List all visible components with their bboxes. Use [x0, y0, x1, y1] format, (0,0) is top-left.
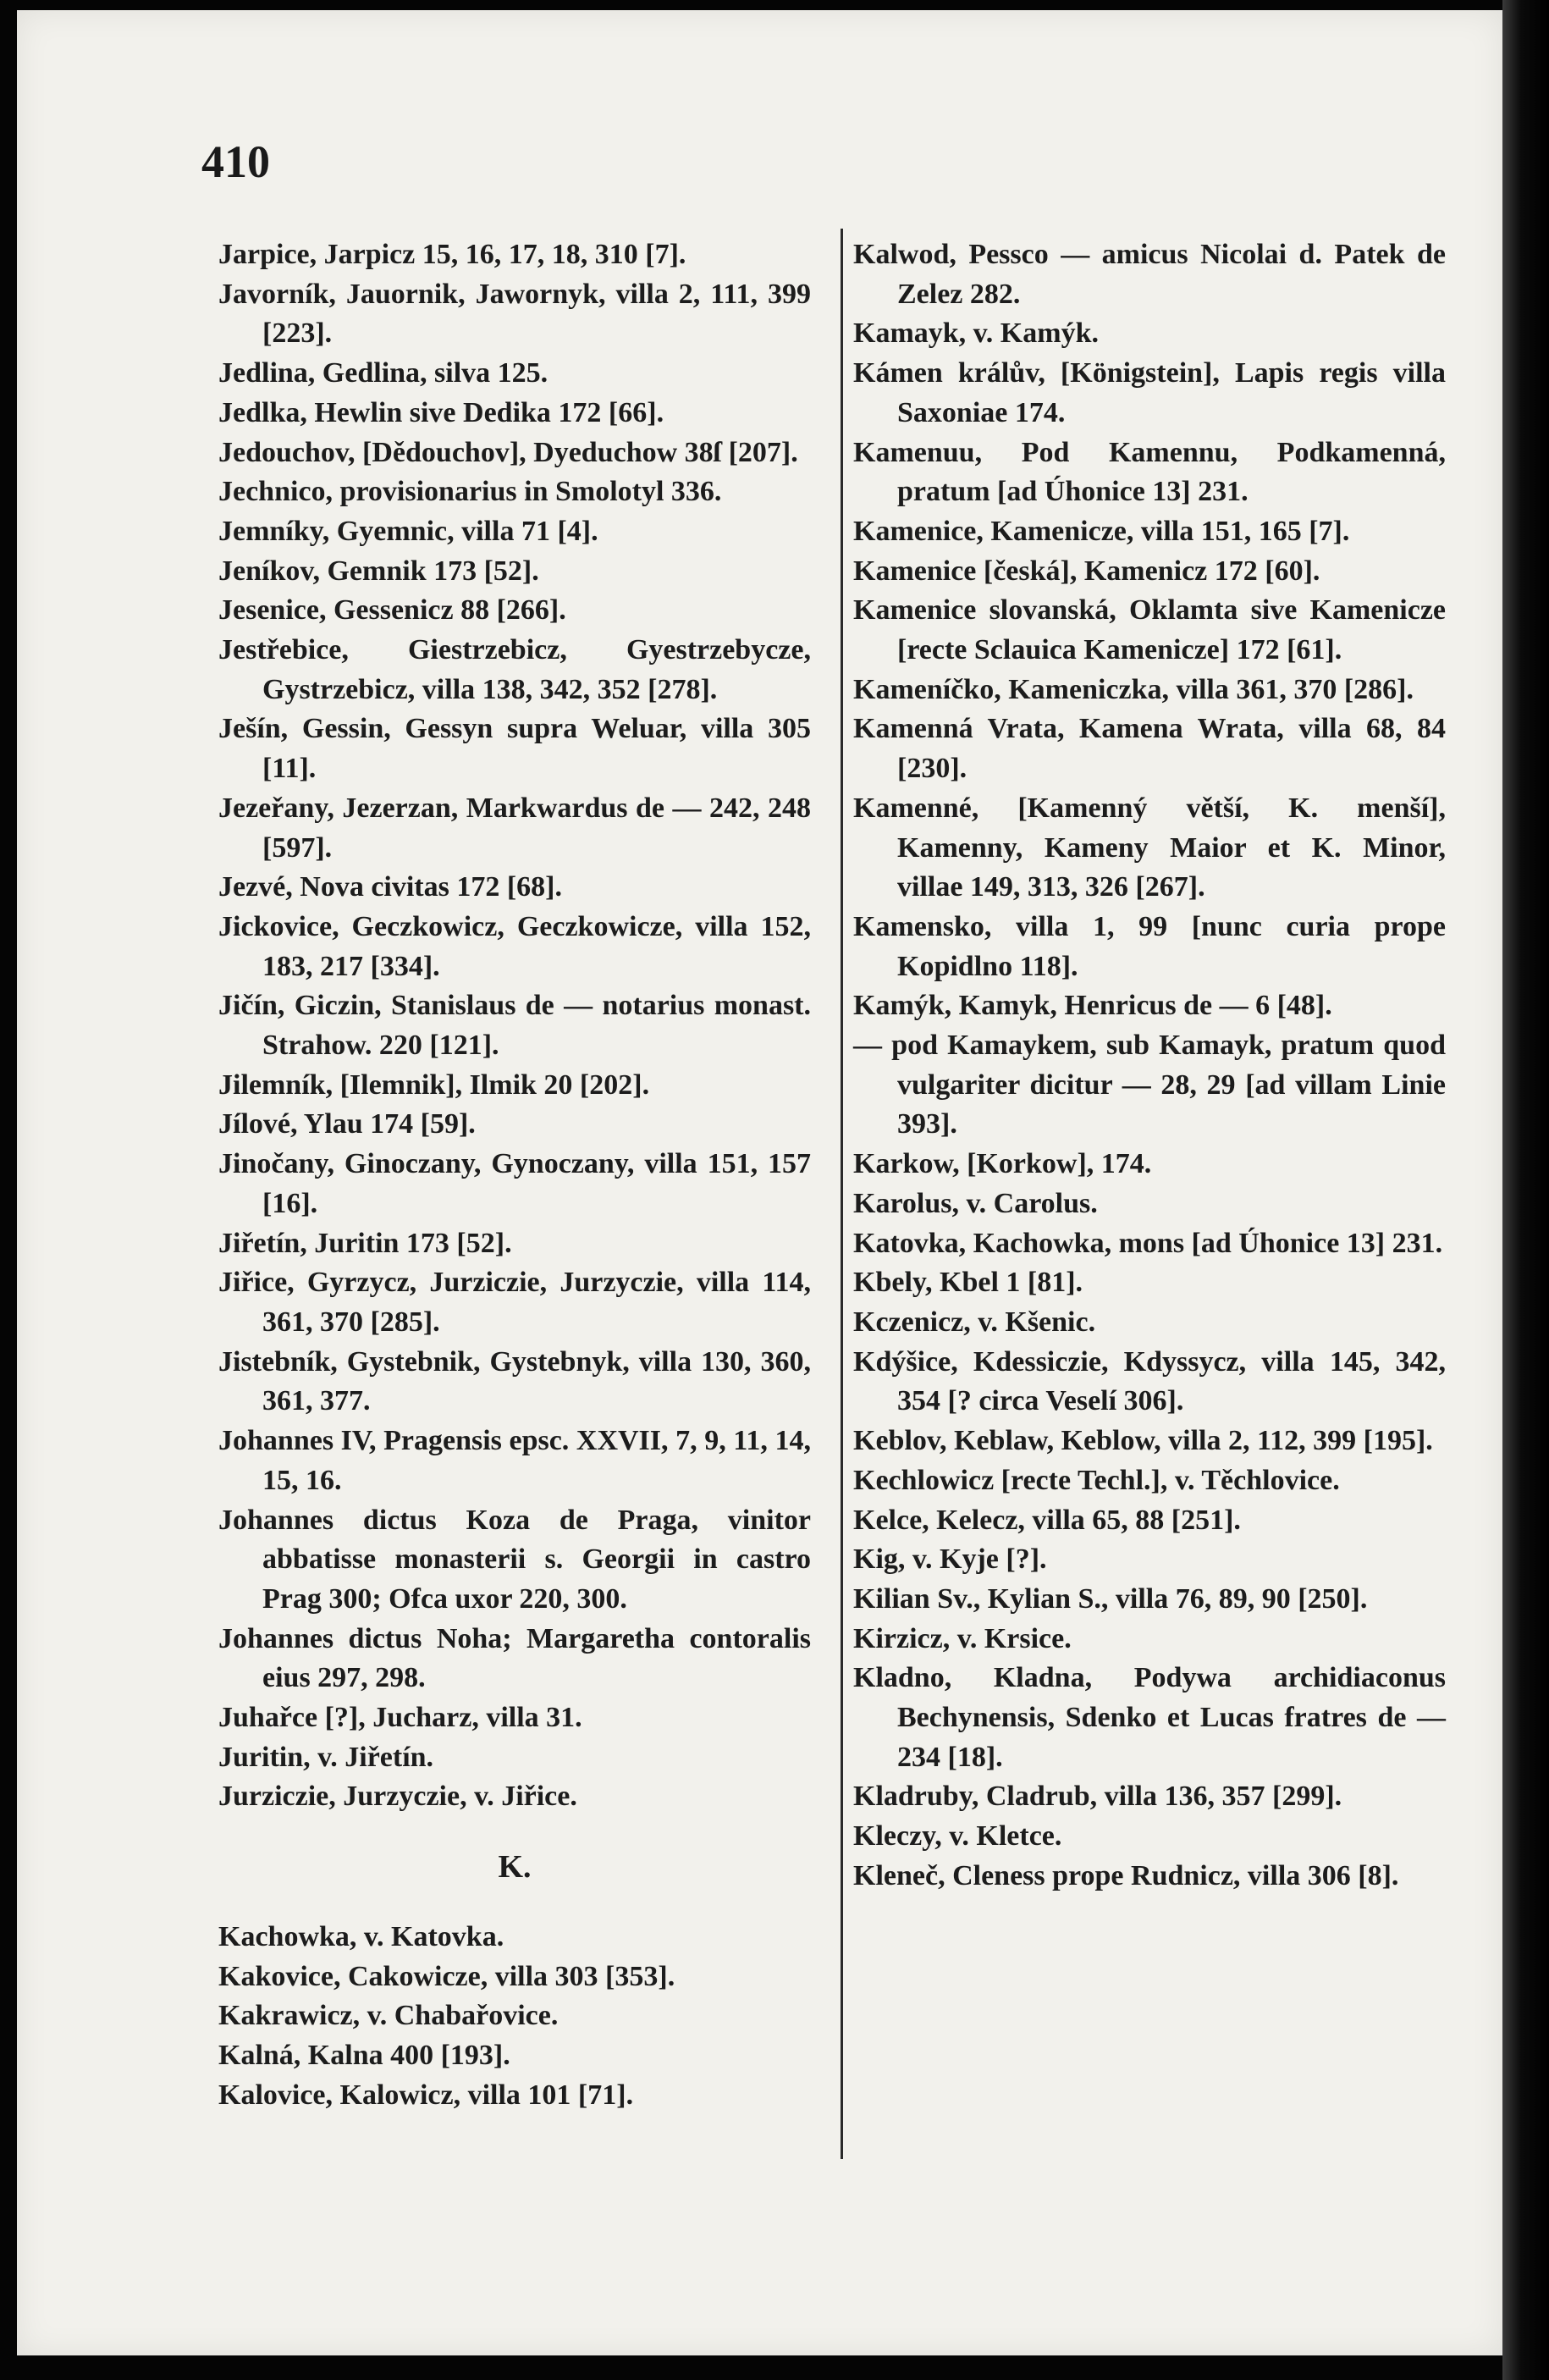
index-entry: Juhařce [?], Jucharz, villa 31.: [218, 1702, 582, 1734]
index-entry: Kamenné, [Kamenný větší, K. menší], Kamenny, Kameny Maior et K. Minor, villae 149, 313, 326 [267].: [853, 792, 1446, 903]
index-entry: Kamenuu, Pod Kamennu, Podkamenná, pratum [ad Úhonice 13] 231.: [853, 436, 1446, 508]
index-entry: Kig, v. Kyje [?].: [853, 1543, 1047, 1576]
index-entry: Kalwod, Pessco — amicus Nicolai d. Patek de Zelez 282.: [853, 239, 1446, 310]
index-entry: Jiřetín, Juritin 173 [52].: [218, 1227, 512, 1259]
index-entry: Jezvé, Nova civitas 172 [68].: [218, 871, 563, 903]
left-entries-after: [218, 1918, 811, 2116]
index-entry: Jestřebice, Giestrzebicz, Gyestrzebycze, Gystrzebicz, villa 138, 342, 352 [278].: [218, 634, 811, 705]
index-entry: Jičín, Giczin, Stanislaus de — notarius monast. Strahow. 220 [121].: [218, 990, 811, 1062]
index-entry: Kbely, Kbel 1 [81].: [853, 1267, 1083, 1299]
index-entry: — pod Kamaykem, sub Kamayk, pratum quod vulgariter dicitur — 28, 29 [ad villam Linie 393].: [853, 1030, 1446, 1140]
index-entry: Ješín, Gessin, Gessyn supra Weluar, villa 305 [11].: [218, 713, 811, 785]
index-entry: Johannes dictus Koza de Praga, vinitor abbatisse monasterii s. Georgii in castro Prag 300; Ofca uxor 220, 300.: [218, 1504, 811, 1615]
index-entry: Kladruby, Cladrub, villa 136, 357 [299].: [853, 1781, 1342, 1813]
index-entry: Jesenice, Gessenicz 88 [266].: [218, 594, 566, 627]
index-entry: Johannes IV, Pragensis epsc. XXVII, 7, 9, 11, 14, 15, 16.: [218, 1425, 811, 1496]
index-entry: Kakrawicz, v. Chabařovice.: [218, 2000, 559, 2032]
scan-edge-shadow: [1502, 0, 1549, 2380]
page-number: 410: [201, 136, 270, 187]
index-entry: Kamayk, v. Kamýk.: [853, 318, 1099, 350]
index-entry: Kelce, Kelecz, villa 65, 88 [251].: [853, 1504, 1241, 1536]
index-entry: Kleneč, Cleness prope Rudnicz, villa 306 [8].: [853, 1859, 1399, 1891]
right-entries: [853, 235, 1446, 1897]
index-entry: Karolus, v. Carolus.: [853, 1187, 1098, 1219]
index-entry: Johannes dictus Noha; Margaretha contoralis eius 297, 298.: [218, 1622, 811, 1694]
index-entry: Kamenice, Kamenicze, villa 151, 165 [7].: [853, 515, 1350, 547]
index-entry: Juritin, v. Jiřetín.: [218, 1741, 434, 1773]
right-column: [853, 235, 1446, 1897]
index-entry: Kameníčko, Kameniczka, villa 361, 370 [286].: [853, 673, 1414, 705]
index-entry: Kamýk, Kamyk, Henricus de — 6 [48].: [853, 990, 1332, 1022]
index-entry: Kamenice slovanská, Oklamta sive Kamenicze [recte Sclauica Kamenicze] 172 [61].: [853, 594, 1446, 666]
index-entry: Jedlka, Hewlin sive Dedika 172 [66].: [218, 396, 664, 428]
index-entry: Jeníkov, Gemnik 173 [52].: [218, 555, 539, 587]
index-entry: Kalná, Kalna 400 [193].: [218, 2039, 510, 2071]
index-entry: Kakovice, Cakowicze, villa 303 [353].: [218, 1960, 675, 1992]
index-entry: Kirzicz, v. Krsice.: [853, 1622, 1072, 1654]
index-entry: Kleczy, v. Kletce.: [853, 1820, 1062, 1853]
index-entry: Kámen králův, [Königstein], Lapis regis villa Saxoniae 174.: [853, 357, 1446, 428]
index-entry: Jarpice, Jarpicz 15, 16, 17, 18, 310 [7].: [218, 239, 686, 270]
index-entry: Jedouchov, [Dědouchov], Dyeduchow 38ſ [207].: [218, 436, 798, 468]
index-entry: Karkow, [Korkow], 174.: [853, 1148, 1152, 1180]
index-entry: Kachowka, v. Katovka.: [218, 1920, 504, 1952]
index-entry: Jechnico, provisionarius in Smolotyl 336.: [218, 476, 722, 508]
left-column: [218, 235, 811, 2115]
index-entry: Kilian Sv., Kylian S., villa 76, 89, 90 [250].: [853, 1582, 1368, 1615]
index-entry: Jedlina, Gedlina, silva 125.: [218, 357, 548, 389]
index-entry: Jemníky, Gyemnic, villa 71 [4].: [218, 515, 598, 547]
index-entry: Kechlowicz [recte Techl.], v. Těchlovice.: [853, 1464, 1340, 1496]
index-entry: Jílové, Ylau 174 [59].: [218, 1108, 476, 1140]
index-entry: Kczenicz, v. Kšenic.: [853, 1306, 1096, 1338]
index-entry: Kdýšice, Kdessiczie, Kdyssycz, villa 145, 342, 354 [? circa Veselí 306].: [853, 1345, 1446, 1417]
index-entry: Kalovice, Kalowicz, villa 101 [71].: [218, 2079, 634, 2111]
index-entry: Kamenice [česká], Kamenicz 172 [60].: [853, 555, 1320, 587]
index-entry: Javorník, Jauornik, Jawornyk, villa 2, 111, 399 [223].: [218, 278, 811, 350]
index-entry: Jistebník, Gystebnik, Gystebnyk, villa 130, 360, 361, 377.: [218, 1345, 811, 1417]
index-entry: Jurziczie, Jurzyczie, v. Jiřice.: [218, 1781, 577, 1813]
left-entries: [218, 235, 811, 1817]
index-entry: Jezeřany, Jezerzan, Markwardus de — 242, 248 [597].: [218, 792, 811, 864]
index-entry: Kladno, Kladna, Podywa archidiaconus Bechynensis, Sdenko et Lucas fratres de — 234 [18].: [853, 1662, 1446, 1773]
index-entry: Kamenná Vrata, Kamena Wrata, villa 68, 84 [230].: [853, 713, 1446, 785]
section-letter: K.: [498, 1849, 532, 1886]
index-entry: Jickovice, Geczkowicz, Geczkowicze, villa 152, 183, 217 [334].: [218, 910, 811, 982]
index-entry: Jiřice, Gyrzycz, Jurziczie, Jurzyczie, villa 114, 361, 370 [285].: [218, 1267, 811, 1338]
index-entry: Jinočany, Ginoczany, Gynoczany, villa 151, 157 [16].: [218, 1148, 811, 1219]
index-entry: Keblov, Keblaw, Keblow, villa 2, 112, 399 [195].: [853, 1425, 1433, 1457]
index-entry: Jilemník, [Ilemnik], Ilmik 20 [202].: [218, 1069, 650, 1101]
index-entry: Katovka, Kachowka, mons [ad Úhonice 13] 231.: [853, 1227, 1443, 1259]
column-divider: [841, 229, 843, 2159]
index-entry: Kamensko, villa 1, 99 [nunc curia prope Kopidlno 118].: [853, 910, 1446, 982]
